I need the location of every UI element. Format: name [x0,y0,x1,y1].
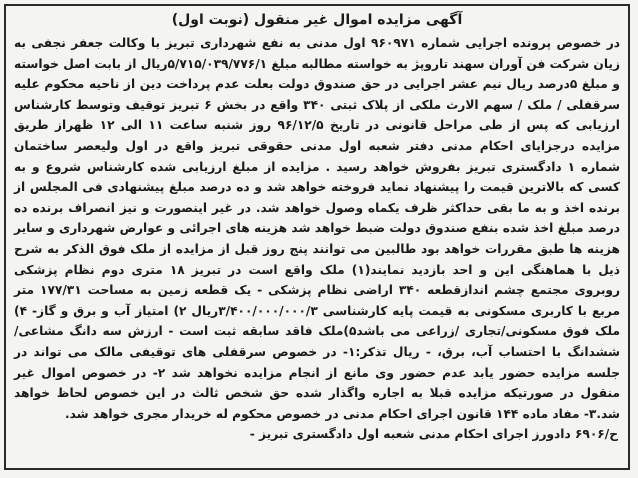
notice-body: در خصوص پرونده اجرایی شماره ۹۶۰۹۷۱ اول مدنی به نفع شهرداری تبریز با وکالت جعفر نجفی به زیان شرکت فن آوران سهند تاروپژ به خواسته مطالبه مبلغ ۵/۷۱۵/۰۳۹/۷۷۶/۱ریال از بابت اصل خواسته و مبلغ ۵درصد ریال نیم عشر اجرایی در حق صندوق دولت بعلت عدم پرداخت دین از ناحیه محکوم علیه سرقفلی / ملک / سهم الارث ملکی از پلاک ثبتی ۳۴۰ واقع در بخش ۶ تبریز توقیف وتوسط کارشناس ارزیابی که پس از طی مراحل قانونی در تاریخ ۹۶/۱۲/۵ روز شنبه ساعت ۱۱ الی ۱۲ ظهراز طریق مزایده درجزایای احکام مدنی دفتر شعبه اول مدنی حقوقی تبریز واقع در اول ولیعصر ساختمان شماره ۱ دادگستری تبریز بفروش خواهد رسید . مزایده از مبلغ ارزیابی شده کارشناس شروع و به کسی که بالاترین قیمت را پیشنهاد نماید فروخته خواهد شد و ده درصد مبلغ پیشنهادی فی المجلس از برنده اخذ و به ما بقی حداکثر ظرف یکماه وصول خواهد شد. در غیر اینصورت و نیز انصراف برنده ده درصد مبلغ اخذ شده بنفع صندوق دولت ضبط خواهد شد هزینه های اجرائی و عوارض شهرداری و سایر هزینه ها طبق مقررات خواهد بود طالبین می توانند پنج روز قبل از مزایده از ملک فوق الذکر به شرح ذیل با هماهنگی این و احد بازدید نمایند(۱) ملک واقع است در تبریز ۱۸ متری دوم نظام پزشکی روبروی مجتمع چشم اندازقطعه ۳۴۰ اراضی نظام پزشکی - یک قطعه زمین به مساحت ۱۷۷/۳۱ متر مربع با کاربری مسکونی به قیمت پایه کارشناسی ۳/۴۰۰/۰۰۰/۰۰۰/۳ریال ۲) امتیاز آب و برق و گاز- ۴) ملک فوق مسکونی/تجاری /زراعی می باشد۵)ملک فاقد سابقه ثبت است - ارزش سه دانگ مشاعی/ششدانگ با احتساب آب، برق، - ریال تذکر:۱- در خصوص سرقفلی های توقیفی مالک می تواند در جلسه مزایده حضور یابد عدم حضور وی مانع از انجام مزایده نخواهد شد ۲- در خصوص اموال غیر منقول در صورتیکه مزایده قبلا به اجاره واگذار شده حق شخص ثالث در این خصوص لحاظ خواهد شد.۳- مفاد ماده ۱۴۴ قانون اجرای احکام مدنی در خصوص محکوم له خریدار مجری خواهد شد. [14,36,621,421]
auction-notice [4,4,630,470]
notice-signature: ح/۶۹۰۶ دادورز اجرای احکام مدنی شعبه اول دادگستری تبریز - [249,427,618,442]
notice-title: آگهی مزایده اموال غیر منقول (نوبت اول) [171,12,463,28]
